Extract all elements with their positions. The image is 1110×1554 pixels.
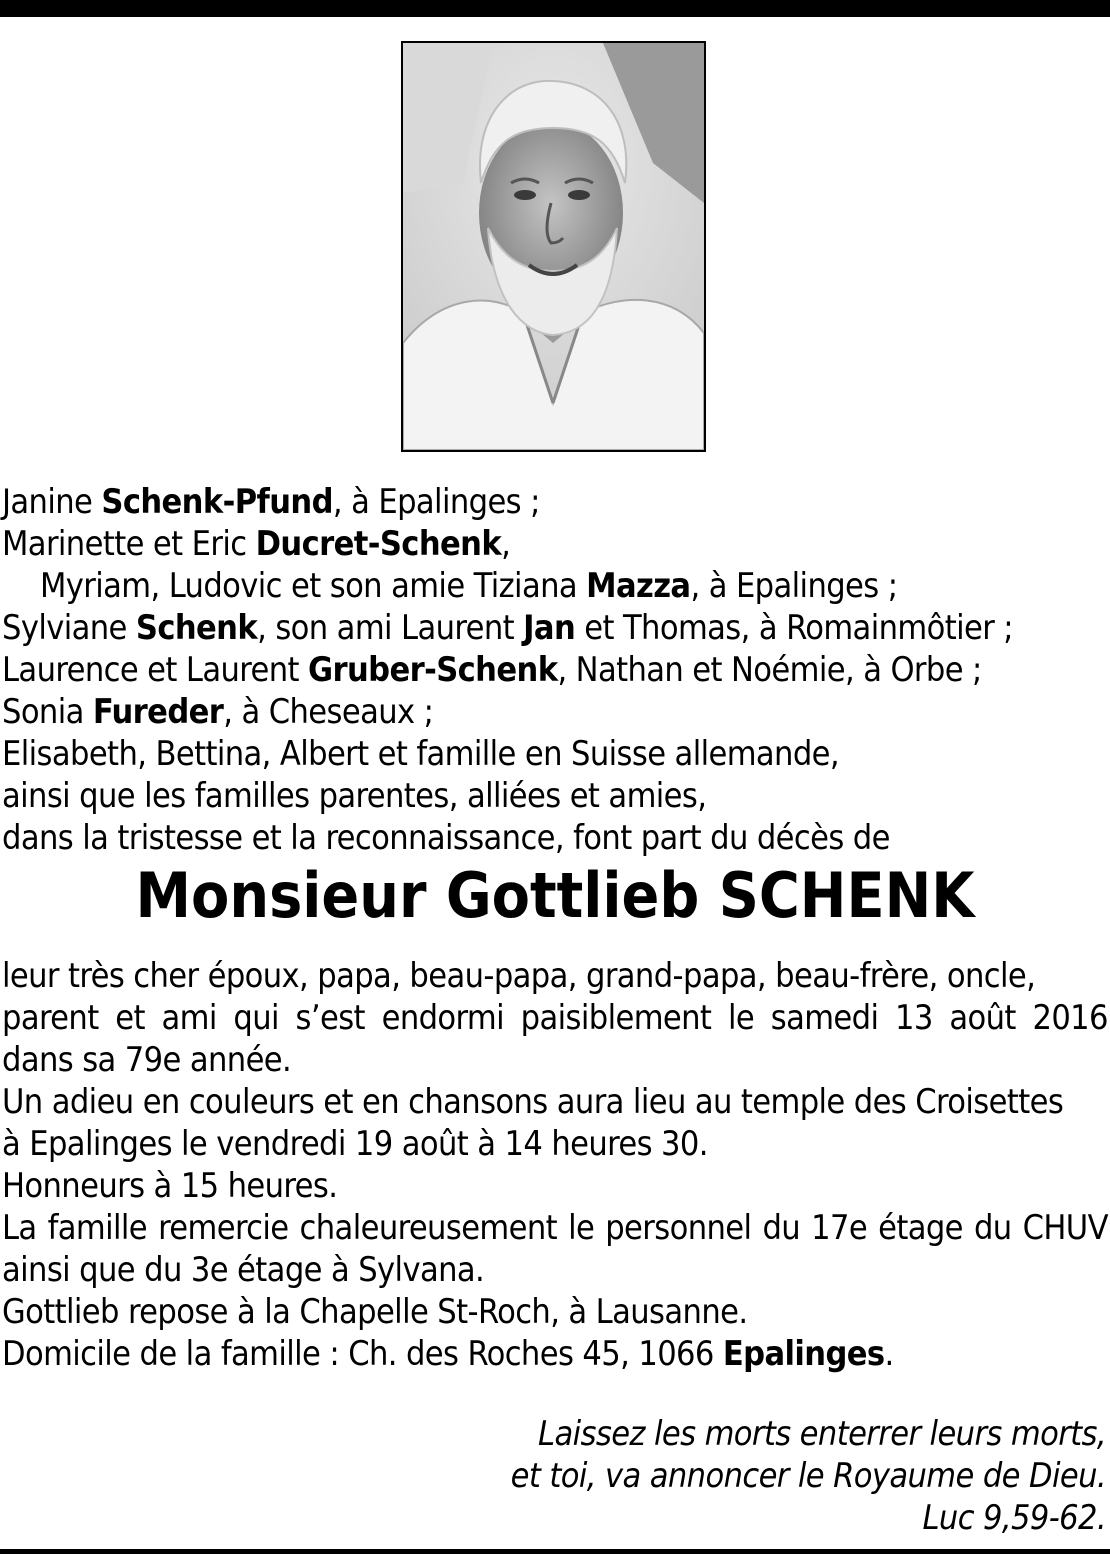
family-line: ainsi que les familles parentes, alliées et amies, [2, 776, 707, 816]
body-line: à Epalinges le vendredi 19 août à 14 heures 30. [2, 1124, 708, 1164]
word: 17e [811, 1208, 868, 1248]
word: le [568, 1208, 595, 1248]
word: CHUV [1022, 1208, 1108, 1248]
word: s’est [295, 998, 365, 1038]
word: ami [161, 998, 217, 1038]
body-line: ainsi que du 3e étage à Sylvana. [2, 1250, 485, 1290]
announcement-intro: dans la tristesse et la reconnaissance, font part du décès de [2, 818, 890, 858]
word: et [115, 998, 145, 1038]
word: du [762, 1208, 801, 1248]
word: août [949, 998, 1016, 1038]
word: parent [2, 998, 99, 1038]
deceased-name: Monsieur Gottlieb SCHENK [135, 859, 975, 932]
bottom-rule [0, 1549, 1110, 1554]
body-line-justified [2, 997, 1108, 1039]
family-line: Laurence et Laurent Gruber-Schenk, Nathan et Noémie, à Orbe ; [2, 650, 982, 690]
word: étage [878, 1208, 963, 1248]
body-line-justified [2, 1207, 1108, 1249]
address-line: Domicile de la famille : Ch. des Roches 45, 1066 Epalinges. [2, 1334, 894, 1374]
word: samedi [770, 998, 879, 1038]
family-line: Janine Schenk-Pfund, à Epalinges ; [2, 482, 540, 522]
word: famille [47, 1208, 148, 1248]
body-line: Honneurs à 15 heures. [2, 1166, 338, 1206]
word: le [727, 998, 755, 1038]
quote-reference: Luc 9,59-62. [922, 1498, 1106, 1538]
portrait-image [403, 43, 704, 450]
body-line: Gottlieb repose à la Chapelle St-Roch, à Lausanne. [2, 1292, 748, 1332]
quote-line: et toi, va annoncer le Royaume de Dieu. [510, 1456, 1106, 1496]
word: La [2, 1208, 37, 1248]
word: chaleureusement [299, 1208, 558, 1248]
body-line: Un adieu en couleurs et en chansons aura lieu au temple des Croisettes [2, 1082, 1064, 1122]
quote-line: Laissez les morts enterrer leurs morts, [538, 1414, 1106, 1454]
family-line: Myriam, Ludovic et son amie Tiziana Mazza, à Epalinges ; [40, 566, 898, 606]
family-line: Sonia Fureder, à Cheseaux ; [2, 692, 434, 732]
word: du [973, 1208, 1012, 1248]
word: 13 [895, 998, 933, 1038]
word: 2016 [1032, 998, 1108, 1038]
word: personnel [605, 1208, 752, 1248]
portrait-photo [401, 41, 706, 452]
top-rule [0, 0, 1110, 17]
word: remercie [158, 1208, 289, 1248]
word: qui [233, 998, 279, 1038]
family-line: Sylviane Schenk, son ami Laurent Jan et Thomas, à Romainmôtier ; [2, 608, 1013, 648]
family-line: Elisabeth, Bettina, Albert et famille en Suisse allemande, [2, 734, 840, 774]
body-line: dans sa 79e année. [2, 1040, 292, 1080]
body-line: leur très cher époux, papa, beau-papa, grand-papa, beau-frère, oncle, [2, 956, 1036, 996]
word: paisiblement [520, 998, 712, 1038]
family-line: Marinette et Eric Ducret-Schenk, [2, 524, 511, 564]
word: endormi [381, 998, 505, 1038]
